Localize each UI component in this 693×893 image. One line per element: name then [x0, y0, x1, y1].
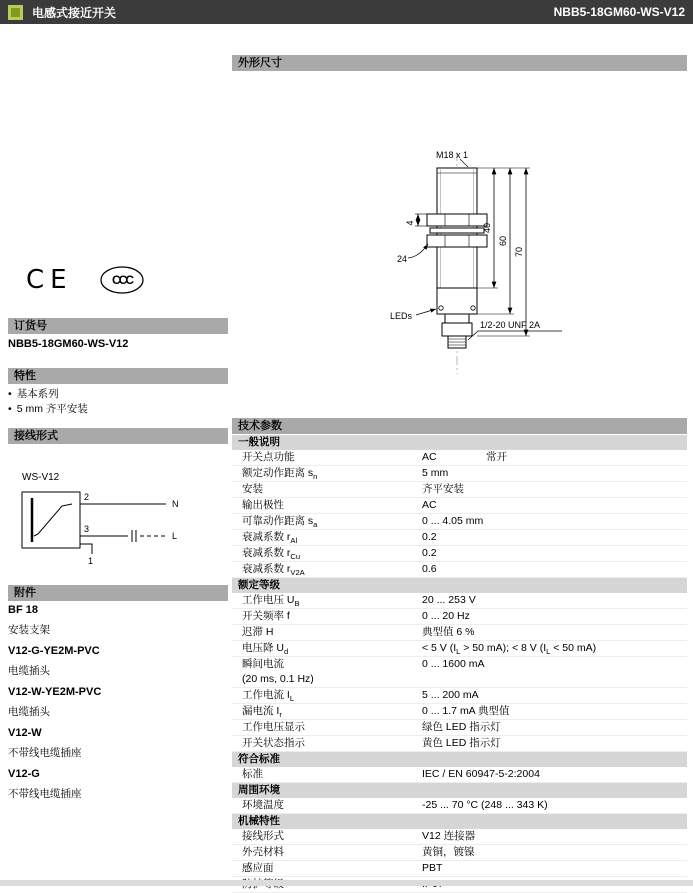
row-value-text: < 5 V ($I_L > 50$ mA); < 8 V ($I_L < 50$ mA) — [422, 642, 597, 657]
row-label: 衰减系数 $r_{Cu}$ — [242, 547, 301, 562]
accessory-desc: 电缆插头 — [8, 665, 50, 677]
accessory-desc: 安装支架 — [8, 624, 50, 636]
table-row — [232, 657, 687, 688]
wiring-schematic — [22, 492, 166, 554]
hex-nut-upper — [427, 214, 487, 226]
row-label: 衰减系数 $r_{V2A}$ — [242, 563, 305, 578]
row-value-text: PBT — [422, 862, 443, 874]
row-value-text: AC — [422, 451, 437, 463]
table-row — [232, 798, 687, 814]
page-bottom-edge — [0, 880, 693, 886]
row-value-text: 20 ... 253 V — [422, 594, 476, 606]
tech-section-heading: 一般说明 — [232, 435, 687, 450]
tech-section-heading: 周围环境 — [232, 783, 687, 798]
table-row — [232, 593, 687, 609]
table-row — [232, 514, 687, 530]
row-value-text: 0.6 — [422, 563, 437, 575]
row-label: 标准 — [242, 768, 263, 780]
table-row — [232, 498, 687, 514]
wrench-leader — [408, 244, 428, 258]
dim-label-70: 70 — [514, 246, 524, 258]
ccc-mark-letters: CCC — [111, 273, 132, 287]
table-row — [232, 546, 687, 562]
ccc-mark — [99, 265, 145, 295]
header — [0, 0, 693, 24]
wiring-diagram-label: WS-V12 — [22, 472, 60, 483]
table-row — [232, 562, 687, 578]
row-value-text: IEC / EN 60947-5-2:2004 — [422, 768, 540, 780]
row-value — [422, 641, 687, 656]
row-value-text: 0.2 — [422, 531, 437, 543]
row-value-text: 黄色 LED 指示灯 — [422, 737, 501, 749]
tech-section-heading: 机械特性 — [232, 814, 687, 829]
accessory-desc: 电缆插头 — [8, 706, 50, 718]
table-row — [232, 704, 687, 720]
terminal-3-label: 3 — [84, 524, 90, 534]
thread-leader — [460, 159, 468, 167]
feature-item: • 5 mm 齐平安装 — [8, 403, 88, 415]
hex-nut-lower — [427, 235, 487, 247]
row-label: 环境温度 — [242, 799, 284, 811]
row-label: 可靠动作距离 $s_a$ — [242, 515, 318, 530]
row-value-text: 典型值 6 % — [422, 626, 475, 638]
wiring-diagram — [8, 450, 228, 580]
row-value-text: 0 ... 20 Hz — [422, 610, 470, 622]
table-row — [232, 845, 687, 861]
row-value-text: 黄铜，镀镍 — [422, 846, 475, 858]
bullet-icon: • — [8, 388, 12, 400]
table-row — [232, 530, 687, 546]
dimension-drawing-wrap — [232, 72, 687, 418]
row-label: 外壳材料 — [242, 846, 284, 858]
section-dimensions-label: 外形尺寸 — [238, 57, 282, 69]
accessory-name: V12-G — [8, 768, 40, 780]
accessories-list — [8, 603, 228, 808]
row-value-text: 绿色 LED 指示灯 — [422, 721, 501, 733]
row-value — [422, 657, 687, 687]
table-row — [232, 641, 687, 657]
row-value — [422, 609, 687, 624]
washer — [430, 228, 484, 233]
section-order-number-label: 订货号 — [14, 320, 47, 332]
row-value — [422, 829, 687, 844]
certification-marks — [8, 262, 228, 298]
dim-label-60: 60 — [498, 235, 508, 247]
section-connection-type-label: 接线形式 — [14, 430, 58, 442]
dim-label-leds: LEDs — [390, 311, 413, 321]
row-value — [422, 546, 687, 561]
row-label: 输出极性 — [242, 499, 284, 511]
accessory-name: BF 18 — [8, 604, 38, 616]
row-value — [422, 625, 687, 640]
row-label: 开关点功能 — [242, 451, 295, 463]
row-label: 瞬间电流 (20 ms, 0.1 Hz) — [242, 658, 314, 685]
row-value-secondary: 常开 — [486, 451, 507, 463]
connector-thread-leader — [468, 331, 562, 340]
row-value-text: 0.2 — [422, 547, 437, 559]
section-features — [8, 368, 228, 384]
section-accessories — [8, 585, 228, 601]
row-label: 感应面 — [242, 862, 274, 874]
row-label: 接线形式 — [242, 830, 284, 842]
row-value — [422, 530, 687, 545]
row-label: 漏电流 $I_r$ — [242, 705, 282, 720]
bullet-icon: • — [8, 403, 12, 415]
feature-item: • 基本系列 — [8, 388, 59, 400]
tech-table — [232, 435, 687, 893]
accessory-name: V12-G-YE2M-PVC — [8, 645, 100, 657]
row-value — [422, 704, 687, 719]
dimension-drawing — [232, 72, 687, 418]
row-value — [422, 861, 687, 876]
wiring-diagram-wrap — [8, 450, 228, 585]
row-value-text: -25 ... 70 °C (248 ... 343 K) — [422, 799, 548, 811]
table-row — [232, 609, 687, 625]
row-value — [422, 482, 687, 497]
section-accessories-label: 附件 — [14, 587, 36, 599]
table-row — [232, 736, 687, 752]
leds-leader — [416, 309, 436, 315]
section-technical-data — [232, 418, 687, 434]
table-row — [232, 688, 687, 704]
row-value — [422, 450, 687, 465]
dim-label-wrench: 24 — [396, 254, 408, 264]
table-row — [232, 625, 687, 641]
dim-label-connector-thread: 1/2-20 UNF 2A — [480, 320, 541, 330]
order-number-value: NBB5-18GM60-WS-V12 — [8, 338, 129, 350]
row-value-text: 0 ... 1.7 mA 典型值 — [422, 705, 510, 717]
row-label: 电压降 $U_d$ — [242, 642, 289, 657]
table-row — [232, 720, 687, 736]
row-value — [422, 720, 687, 735]
table-row — [232, 482, 687, 498]
row-value — [422, 593, 687, 608]
section-dimensions — [232, 55, 687, 71]
row-value — [422, 466, 687, 481]
row-label: 开关频率 f — [242, 610, 290, 622]
table-row — [232, 450, 687, 466]
row-value-text: AC — [422, 499, 437, 511]
wire-n-label: N — [172, 499, 179, 509]
row-label: 工作电流 $I_L$ — [242, 689, 295, 704]
row-value-text: 0 ... 1600 mA — [422, 658, 485, 670]
sensor-housing — [437, 288, 477, 314]
sensor-outline — [408, 152, 562, 374]
dim-label-4: 4 — [405, 220, 415, 226]
terminal-1-label: 1 — [88, 556, 94, 566]
row-label: 额定动作距离 $s_n$ — [242, 467, 318, 482]
brand-icon-inner — [11, 8, 20, 17]
brand-icon — [8, 5, 23, 20]
row-label: 工作电压 $U_B$ — [242, 594, 300, 609]
row-label: 工作电压显示 — [242, 721, 305, 733]
row-value-text: 5 mm — [422, 467, 449, 479]
connector-body — [442, 323, 472, 336]
row-value — [422, 845, 687, 860]
row-value-text: 齐平安装 — [422, 483, 464, 495]
row-label: 衰减系数 $r_{Al}$ — [242, 531, 298, 546]
row-label: 安装 — [242, 483, 263, 495]
table-row — [232, 861, 687, 877]
section-connection-type — [8, 428, 228, 444]
accessory-desc: 不带线电缆插座 — [8, 747, 82, 759]
row-value-text: 0 ... 4.05 mm — [422, 515, 484, 527]
terminal-2-label: 2 — [84, 492, 90, 502]
row-value — [422, 767, 687, 782]
ce-mark: CE — [26, 265, 73, 295]
tech-section-heading: 额定等级 — [232, 578, 687, 593]
section-technical-data-label: 技术参数 — [238, 420, 282, 432]
accessory-name: V12-W — [8, 727, 42, 739]
section-order-number — [8, 318, 228, 334]
wiring-terminal-labels — [84, 492, 179, 566]
dim-label-thread: M18 x 1 — [436, 150, 469, 160]
row-value — [422, 498, 687, 513]
page-title: 电感式接近开关 — [32, 5, 117, 20]
connector-neck — [445, 314, 469, 323]
table-row — [232, 767, 687, 783]
row-value — [422, 514, 687, 529]
accessory-desc: 不带线电缆插座 — [8, 788, 82, 800]
table-row — [232, 829, 687, 845]
section-features-label: 特性 — [14, 370, 36, 382]
features-list — [8, 387, 228, 417]
row-value-text: V12 连接器 — [422, 830, 476, 842]
row-value — [422, 736, 687, 751]
row-value-text: 5 ... 200 mA — [422, 689, 479, 701]
wire-l-label: L — [172, 531, 178, 541]
row-value — [422, 688, 687, 703]
row-value — [422, 562, 687, 577]
row-value — [422, 798, 687, 813]
dim-label-40: 40 — [482, 222, 492, 234]
tech-section-heading: 符合标准 — [232, 752, 687, 767]
row-label: 迟滞 H — [242, 626, 274, 638]
accessory-name: V12-W-YE2M-PVC — [8, 686, 102, 698]
table-row — [232, 466, 687, 482]
header-part-number: NBB5-18GM60-WS-V12 — [553, 5, 685, 19]
row-label: 开关状态指示 — [242, 737, 305, 749]
